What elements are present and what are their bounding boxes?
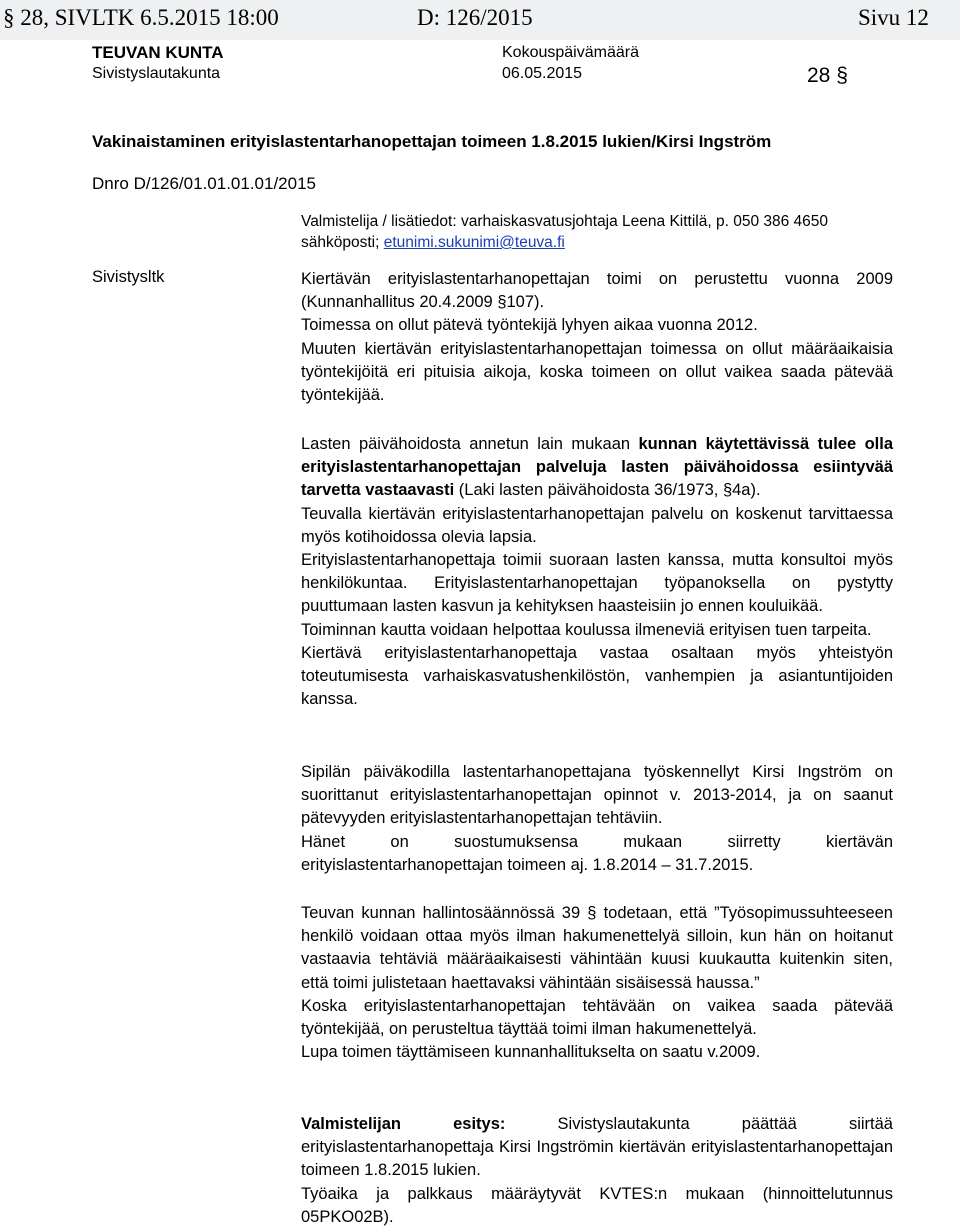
body-section-3	[301, 761, 893, 899]
paragraph-5: Teuvalla kiertävän erityislastentarhanopettajan palvelu on koskenut tarvittaessa myös kotihoidossa olevia lapsia.	[301, 504, 893, 546]
preparer-info	[301, 211, 901, 253]
contact-line	[301, 232, 901, 253]
header-section-ref: § 28, SIVLTK 6.5.2015 18:00	[3, 5, 279, 30]
committee-label: Sivistysltk	[92, 268, 165, 286]
law-reference: (Laki lasten päivähoidosta 36/1973, §4a).	[454, 481, 761, 500]
paragraph-7: Toiminnan kautta voidaan helpottaa koulussa ilmeneviä erityisen tuen tarpeita.	[301, 620, 872, 639]
paragraph-4	[301, 433, 893, 503]
paragraph-13: Lupa toimen täyttämiseen kunnanhallitukselta on saatu v.2009.	[301, 1043, 761, 1062]
paragraph-6: Erityislastentarhanopettaja toimii suoraan lasten kanssa, mutta konsultoi myös henkilökuntaa. Erityislastentarhanopettajan työpanoksella on pystytty puuttumaan lasten kasvun ja kehityksen haasteisiin jo ennen kouluikää.	[301, 551, 893, 616]
preparer-line: Valmistelija / lisätiedot: varhaiskasvatusjohtaja Leena Kittilä, p. 050 386 4650	[301, 213, 829, 230]
email-prefix: sähköposti;	[301, 234, 384, 251]
header-page-number: Sivu 12	[858, 5, 929, 30]
paragraph-8: Kiertävä erityislastentarhanopettaja vastaa osaltaan myös yhteistyön toteutumisesta varhaiskasvatushenkilöstön, vanhempien ja asiantuntijoiden kanssa.	[301, 643, 893, 709]
paragraph-10: Hänet on suostumuksensa mukaan siirretty kiertävän erityislastentarhanopettajan toimeen aj. 1.8.2014 – 31.7.2015.	[301, 832, 893, 874]
email-link[interactable]: etunimi.sukunimi@teuva.fi	[383, 234, 565, 251]
body-section-4	[301, 902, 893, 1086]
law-emphasis: kunnan käytettävissä tulee olla erityislastentarhanopettajan palveluja lasten päivähoidossa esiintyvää tarvetta vastaavasti	[301, 435, 893, 500]
record-number: Dnro D/126/01.01.01.01/2015	[92, 174, 317, 193]
body-section-1	[301, 268, 893, 429]
paragraph-9: Sipilän päiväkodilla lastentarhanopettajana työskennellyt Kirsi Ingström on suorittanut erityislastentarhanopettajan opinnot v. 2013-2014, ja on saanut pätevyyden erityislastentarhanopettajan tehtäviin.	[301, 763, 893, 828]
law-intro: Lasten päivähoidosta annetun lain mukaan	[301, 435, 639, 453]
document-header-bar	[0, 0, 960, 40]
proposal-section	[301, 1113, 893, 1229]
paragraph-14	[301, 1113, 893, 1183]
document-title: Vakinaistaminen erityislastentarhanopettajan toimeen 1.8.2015 lukien/Kirsi Ingström	[92, 132, 772, 151]
paragraph-12: Koska erityislastentarhanopettajan tehtävään on vaikea saada pätevää työntekijää, on perusteltua täyttää toimi ilman hakumenettelyä.	[301, 996, 893, 1039]
department-name: Sivistyslautakunta	[92, 65, 221, 82]
proposal-label: Valmistelijan esitys:	[301, 1115, 506, 1133]
paragraph-15: Työaika ja palkkaus määräytyvät KVTES:n mukaan (hinnoittelutunnus 05PKO02B).	[301, 1184, 893, 1226]
section-number: 28 §	[807, 64, 848, 87]
proposal-text: Sivistyslautakunta päättää siirtää erityislastentarhanopettaja Kirsi Ingströmin kiertävän erityislastentarhanopettajan toimeen 1.8.2015 lukien.	[301, 1115, 893, 1180]
paragraph-2: Toimessa on ollut pätevä työntekijä lyhyen aikaa vuonna 2012.	[301, 316, 758, 335]
paragraph-1: Kiertävän erityislastentarhanopettajan toimi on perustettu vuonna 2009 (Kunnanhallitus 20.4.2009 §107).	[301, 270, 893, 312]
paragraph-3: Muuten kiertävän erityislastentarhanopettajan toimessa on ollut määräaikaisia työntekijöitä eri pituisia aikoja, koska toimeen on ollut vaikea saada pätevää työntekijää.	[301, 339, 893, 405]
meeting-date-label: Kokouspäivämäärä	[502, 44, 639, 61]
organization-name: TEUVAN KUNTA	[92, 43, 224, 62]
paragraph-11: Teuvan kunnan hallintosäännössä 39 § todetaan, että ”Työsopimussuhteeseen henkilö voidaan ottaa myös ilman hakumenettelyä silloin, kun hän on hoitanut vastaavia tehtäviä määräaikaisesti vähintään kuusi kuukautta kuitenkin siten, että toimi julistetaan haettavaksi vähintään sisäisessä haussa.”	[301, 904, 893, 992]
header-document-number: D: 126/2015	[417, 5, 533, 30]
meeting-date: 06.05.2015	[502, 65, 583, 82]
body-section-2	[301, 433, 893, 733]
